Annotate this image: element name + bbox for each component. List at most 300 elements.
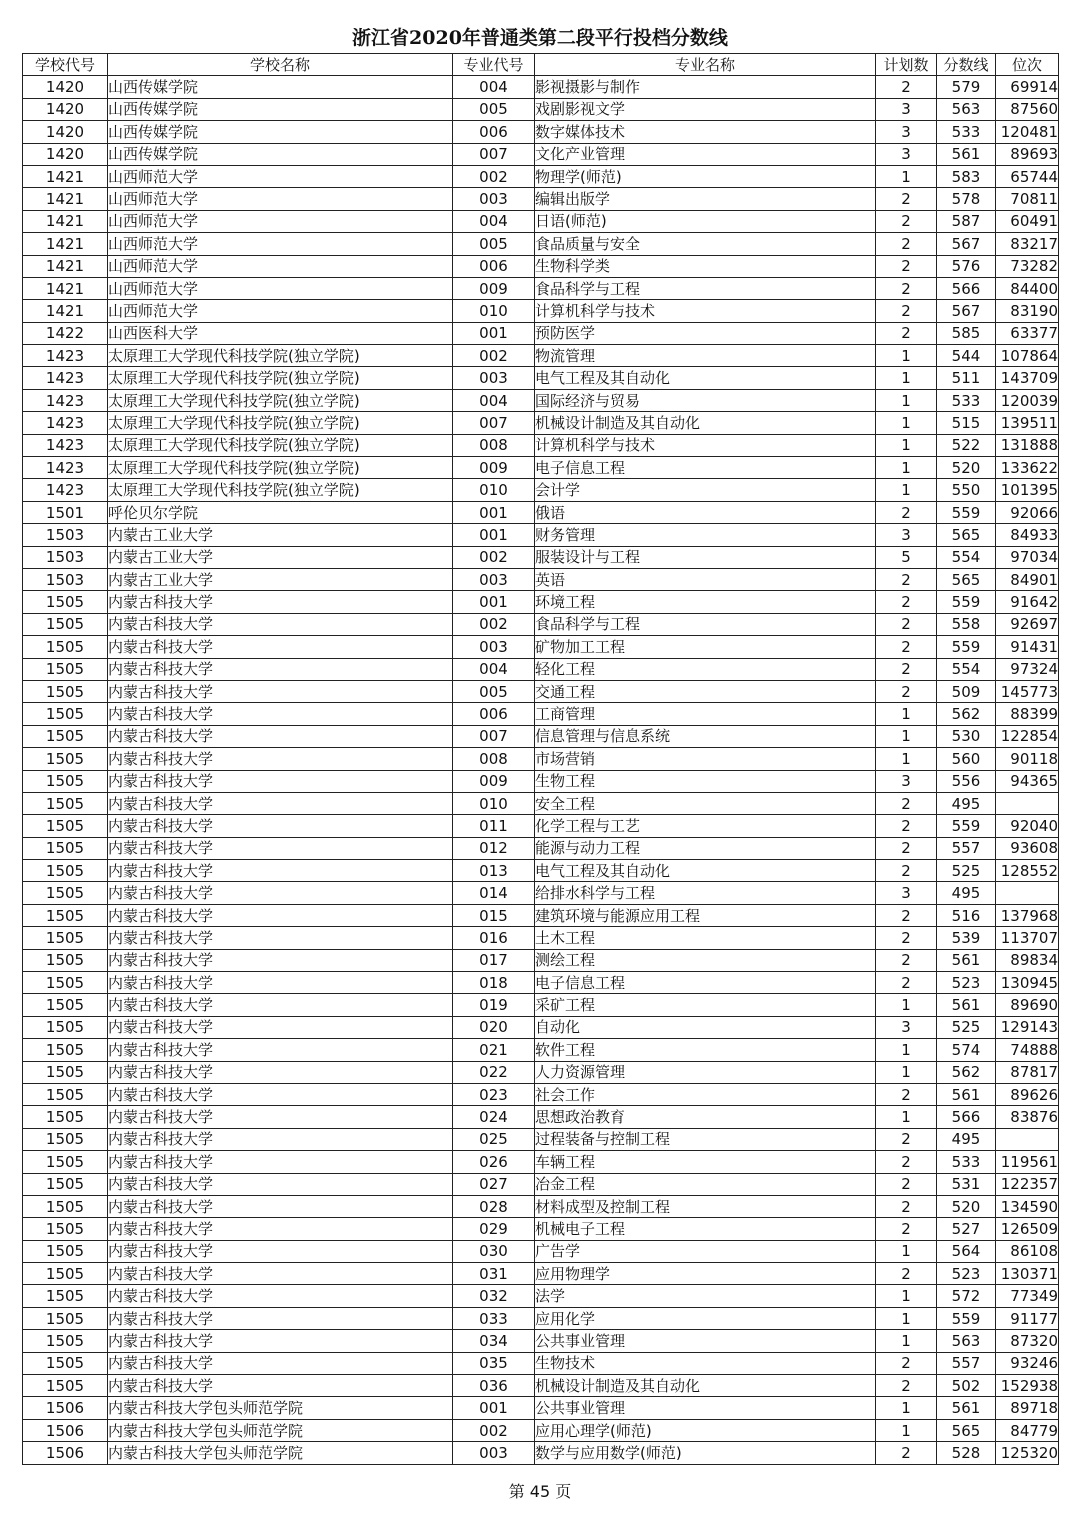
cell-plan-count: 2 [876,591,937,613]
cell-school-name: 内蒙古科技大学 [108,1330,453,1352]
cell-school-name: 内蒙古科技大学 [108,994,453,1016]
cell-major-code: 030 [453,1240,535,1262]
cell-major-name: 戏剧影视文学 [535,98,876,120]
cell-school-code: 1421 [23,188,108,210]
table-row [23,1375,1059,1397]
cell-school-name: 内蒙古科技大学 [108,1173,453,1195]
cell-major-code: 006 [453,121,535,143]
cell-major-code: 015 [453,904,535,926]
cell-school-code: 1505 [23,927,108,949]
cell-plan-count: 3 [876,98,937,120]
cell-major-code: 009 [453,277,535,299]
cell-score-line: 559 [937,1307,996,1329]
table-row [23,412,1059,434]
cell-score-line: 572 [937,1285,996,1307]
cell-plan-count: 1 [876,367,937,389]
table-row [23,1240,1059,1262]
cell-score-line: 576 [937,255,996,277]
cell-school-code: 1505 [23,1061,108,1083]
header-major-name: 专业名称 [535,54,876,76]
cell-plan-count: 1 [876,479,937,501]
cell-rank: 84933 [996,524,1059,546]
cell-score-line: 565 [937,524,996,546]
cell-score-line: 530 [937,725,996,747]
header-school-name: 学校名称 [108,54,453,76]
cell-rank: 130371 [996,1263,1059,1285]
header-major-code: 专业代号 [453,54,535,76]
cell-score-line: 563 [937,98,996,120]
cell-school-name: 山西传媒学院 [108,76,453,98]
cell-rank: 101395 [996,479,1059,501]
cell-score-line: 559 [937,591,996,613]
table-body [23,76,1059,1464]
cell-major-name: 数学与应用数学(师范) [535,1442,876,1464]
cell-school-name: 太原理工大学现代科技学院(独立学院) [108,345,453,367]
cell-plan-count: 2 [876,322,937,344]
cell-major-name: 数字媒体技术 [535,121,876,143]
cell-plan-count: 2 [876,1263,937,1285]
header-school-code: 学校代号 [23,54,108,76]
cell-major-name: 轻化工程 [535,658,876,680]
cell-rank: 86108 [996,1240,1059,1262]
cell-major-name: 电子信息工程 [535,457,876,479]
cell-school-code: 1505 [23,1352,108,1374]
cell-plan-count: 2 [876,613,937,635]
cell-major-name: 应用化学 [535,1307,876,1329]
cell-score-line: 561 [937,994,996,1016]
table-row [23,345,1059,367]
cell-major-name: 建筑环境与能源应用工程 [535,904,876,926]
cell-school-code: 1503 [23,546,108,568]
cell-rank: 87320 [996,1330,1059,1352]
cell-school-code: 1505 [23,1016,108,1038]
cell-school-name: 内蒙古工业大学 [108,546,453,568]
cell-plan-count: 1 [876,457,937,479]
cell-school-code: 1503 [23,524,108,546]
cell-major-code: 010 [453,300,535,322]
cell-major-code: 002 [453,345,535,367]
table-row [23,1442,1059,1464]
cell-major-code: 035 [453,1352,535,1374]
cell-score-line: 566 [937,1106,996,1128]
cell-school-code: 1421 [23,233,108,255]
cell-school-code: 1505 [23,1151,108,1173]
cell-plan-count: 1 [876,1419,937,1441]
cell-school-name: 太原理工大学现代科技学院(独立学院) [108,367,453,389]
cell-school-code: 1423 [23,412,108,434]
cell-plan-count: 1 [876,434,937,456]
cell-school-code: 1505 [23,1039,108,1061]
cell-major-code: 001 [453,524,535,546]
cell-major-code: 031 [453,1263,535,1285]
table-row [23,98,1059,120]
table-row [23,1419,1059,1441]
cell-major-code: 020 [453,1016,535,1038]
cell-school-code: 1501 [23,501,108,523]
cell-plan-count: 2 [876,255,937,277]
cell-major-code: 010 [453,792,535,814]
cell-school-code: 1505 [23,1128,108,1150]
cell-score-line: 583 [937,165,996,187]
cell-school-code: 1505 [23,591,108,613]
cell-major-code: 032 [453,1285,535,1307]
cell-major-code: 004 [453,210,535,232]
page-number: 第 45 页 [508,1482,572,1501]
cell-plan-count: 5 [876,546,937,568]
cell-major-code: 025 [453,1128,535,1150]
cell-plan-count: 2 [876,680,937,702]
table-row [23,1218,1059,1240]
cell-rank: 97034 [996,546,1059,568]
cell-major-code: 001 [453,1397,535,1419]
cell-score-line: 509 [937,680,996,702]
cell-school-name: 内蒙古科技大学 [108,1375,453,1397]
cell-school-name: 太原理工大学现代科技学院(独立学院) [108,412,453,434]
table-row [23,1061,1059,1083]
cell-plan-count: 2 [876,188,937,210]
cell-score-line: 560 [937,748,996,770]
cell-major-code: 024 [453,1106,535,1128]
cell-school-code: 1505 [23,748,108,770]
table-row [23,524,1059,546]
header-rank: 位次 [996,54,1059,76]
cell-major-code: 002 [453,546,535,568]
cell-rank: 89693 [996,143,1059,165]
cell-major-code: 002 [453,1419,535,1441]
cell-school-code: 1505 [23,1240,108,1262]
cell-major-code: 018 [453,972,535,994]
cell-major-name: 生物工程 [535,770,876,792]
table-row [23,972,1059,994]
cell-rank: 88399 [996,703,1059,725]
cell-score-line: 527 [937,1218,996,1240]
cell-rank: 122854 [996,725,1059,747]
table-row [23,1106,1059,1128]
cell-school-code: 1423 [23,434,108,456]
cell-score-line: 539 [937,927,996,949]
cell-rank: 69914 [996,76,1059,98]
cell-major-name: 物流管理 [535,345,876,367]
cell-plan-count: 2 [876,972,937,994]
cell-rank: 91642 [996,591,1059,613]
cell-major-code: 022 [453,1061,535,1083]
cell-school-name: 内蒙古工业大学 [108,568,453,590]
cell-school-name: 内蒙古科技大学 [108,1240,453,1262]
cell-major-code: 013 [453,860,535,882]
cell-school-code: 1423 [23,457,108,479]
cell-major-name: 服装设计与工程 [535,546,876,568]
cell-score-line: 528 [937,1442,996,1464]
cell-major-code: 005 [453,233,535,255]
cell-school-name: 内蒙古科技大学 [108,1195,453,1217]
table-row [23,210,1059,232]
cell-school-code: 1505 [23,949,108,971]
cell-school-code: 1420 [23,98,108,120]
cell-major-name: 电气工程及其自动化 [535,860,876,882]
cell-plan-count: 2 [876,636,937,658]
cell-school-code: 1420 [23,76,108,98]
table-row [23,837,1059,859]
cell-major-name: 电气工程及其自动化 [535,367,876,389]
cell-score-line: 585 [937,322,996,344]
cell-plan-count: 3 [876,143,937,165]
cell-major-code: 006 [453,255,535,277]
cell-rank: 93608 [996,837,1059,859]
cell-major-name: 自动化 [535,1016,876,1038]
cell-score-line: 574 [937,1039,996,1061]
cell-score-line: 562 [937,1061,996,1083]
table-row [23,1263,1059,1285]
cell-score-line: 511 [937,367,996,389]
table-row [23,479,1059,501]
cell-plan-count: 2 [876,860,937,882]
cell-plan-count: 2 [876,904,937,926]
cell-rank: 145773 [996,680,1059,702]
cell-plan-count: 1 [876,1397,937,1419]
table-row [23,546,1059,568]
cell-major-name: 食品科学与工程 [535,613,876,635]
cell-major-name: 预防医学 [535,322,876,344]
cell-major-name: 应用心理学(师范) [535,1419,876,1441]
cell-major-name: 信息管理与信息系统 [535,725,876,747]
table-row [23,927,1059,949]
cell-school-code: 1423 [23,345,108,367]
cell-rank: 126509 [996,1218,1059,1240]
cell-school-code: 1421 [23,277,108,299]
table-row [23,188,1059,210]
cell-rank: 134590 [996,1195,1059,1217]
cell-major-name: 财务管理 [535,524,876,546]
cell-major-name: 车辆工程 [535,1151,876,1173]
cell-major-name: 能源与动力工程 [535,837,876,859]
table-row [23,613,1059,635]
cell-school-name: 山西师范大学 [108,233,453,255]
cell-plan-count: 1 [876,389,937,411]
cell-rank: 87817 [996,1061,1059,1083]
cell-school-code: 1505 [23,994,108,1016]
cell-school-code: 1505 [23,658,108,680]
cell-school-code: 1505 [23,972,108,994]
cell-school-name: 内蒙古科技大学包头师范学院 [108,1397,453,1419]
cell-major-code: 008 [453,434,535,456]
cell-plan-count: 2 [876,815,937,837]
cell-school-name: 内蒙古科技大学包头师范学院 [108,1442,453,1464]
cell-rank: 143709 [996,367,1059,389]
cell-rank: 70811 [996,188,1059,210]
cell-major-name: 会计学 [535,479,876,501]
table-row [23,121,1059,143]
cell-major-name: 化学工程与工艺 [535,815,876,837]
cell-school-code: 1505 [23,815,108,837]
cell-plan-count: 2 [876,300,937,322]
cell-major-code: 023 [453,1083,535,1105]
table-row [23,1352,1059,1374]
cell-rank: 89626 [996,1083,1059,1105]
table-row [23,1128,1059,1150]
cell-score-line: 515 [937,412,996,434]
cell-major-name: 广告学 [535,1240,876,1262]
cell-major-name: 日语(师范) [535,210,876,232]
cell-school-name: 内蒙古科技大学 [108,792,453,814]
cell-major-name: 生物技术 [535,1352,876,1374]
cell-school-name: 内蒙古科技大学 [108,703,453,725]
table-row [23,568,1059,590]
table-row [23,1285,1059,1307]
cell-plan-count: 2 [876,210,937,232]
cell-school-code: 1505 [23,1218,108,1240]
cell-major-code: 007 [453,725,535,747]
cell-score-line: 565 [937,568,996,590]
table-row [23,725,1059,747]
cell-school-code: 1505 [23,1263,108,1285]
cell-school-name: 山西师范大学 [108,277,453,299]
cell-major-name: 影视摄影与制作 [535,76,876,98]
cell-plan-count: 1 [876,1330,937,1352]
table-row [23,815,1059,837]
cell-major-name: 应用物理学 [535,1263,876,1285]
cell-major-name: 英语 [535,568,876,590]
cell-major-name: 机械设计制造及其自动化 [535,412,876,434]
cell-rank: 92040 [996,815,1059,837]
cell-school-code: 1505 [23,1375,108,1397]
table-row [23,1039,1059,1061]
table-row [23,658,1059,680]
cell-score-line: 533 [937,1151,996,1173]
cell-score-line: 561 [937,1397,996,1419]
cell-school-code: 1505 [23,636,108,658]
cell-major-code: 009 [453,770,535,792]
cell-rank: 83217 [996,233,1059,255]
cell-school-name: 内蒙古科技大学 [108,1106,453,1128]
cell-plan-count: 2 [876,1352,937,1374]
cell-school-code: 1505 [23,1195,108,1217]
cell-major-code: 016 [453,927,535,949]
cell-major-name: 测绘工程 [535,949,876,971]
cell-plan-count: 2 [876,1218,937,1240]
cell-school-code: 1423 [23,389,108,411]
cell-score-line: 562 [937,703,996,725]
cell-plan-count: 2 [876,1128,937,1150]
cell-school-code: 1505 [23,904,108,926]
cell-school-name: 内蒙古科技大学 [108,658,453,680]
cell-major-name: 国际经济与贸易 [535,389,876,411]
cell-rank: 125320 [996,1442,1059,1464]
cell-school-code: 1505 [23,725,108,747]
cell-major-code: 007 [453,412,535,434]
cell-school-code: 1505 [23,860,108,882]
cell-plan-count: 1 [876,165,937,187]
cell-major-name: 电子信息工程 [535,972,876,994]
cell-school-name: 山西师范大学 [108,255,453,277]
table-row [23,1397,1059,1419]
cell-major-code: 003 [453,568,535,590]
cell-major-name: 市场营销 [535,748,876,770]
cell-school-name: 太原理工大学现代科技学院(独立学院) [108,479,453,501]
cell-school-code: 1423 [23,479,108,501]
cell-plan-count: 2 [876,1083,937,1105]
table-row [23,389,1059,411]
cell-major-name: 机械电子工程 [535,1218,876,1240]
cell-major-code: 027 [453,1173,535,1195]
cell-school-name: 太原理工大学现代科技学院(独立学院) [108,434,453,456]
cell-school-name: 内蒙古科技大学 [108,927,453,949]
cell-rank: 89690 [996,994,1059,1016]
table-row [23,792,1059,814]
cell-major-code: 003 [453,188,535,210]
cell-score-line: 561 [937,949,996,971]
cell-rank [996,792,1059,814]
cell-rank: 120481 [996,121,1059,143]
cell-school-name: 内蒙古科技大学 [108,815,453,837]
cell-school-name: 内蒙古科技大学 [108,1285,453,1307]
cell-major-code: 026 [453,1151,535,1173]
cell-school-code: 1505 [23,1307,108,1329]
cell-school-code: 1505 [23,703,108,725]
cell-plan-count: 2 [876,792,937,814]
cell-plan-count: 3 [876,1016,937,1038]
cell-plan-count: 2 [876,76,937,98]
table-row [23,367,1059,389]
cell-major-code: 005 [453,680,535,702]
cell-score-line: 587 [937,210,996,232]
cell-major-code: 029 [453,1218,535,1240]
cell-score-line: 561 [937,1083,996,1105]
cell-plan-count: 2 [876,568,937,590]
cell-major-code: 005 [453,98,535,120]
cell-school-code: 1505 [23,1173,108,1195]
cell-rank: 120039 [996,389,1059,411]
cell-score-line: 495 [937,882,996,904]
cell-score-line: 523 [937,972,996,994]
table-row [23,434,1059,456]
cell-major-name: 过程装备与控制工程 [535,1128,876,1150]
cell-major-name: 公共事业管理 [535,1330,876,1352]
cell-rank: 94365 [996,770,1059,792]
cell-major-name: 法学 [535,1285,876,1307]
cell-school-name: 山西医科大学 [108,322,453,344]
cell-major-code: 014 [453,882,535,904]
cell-school-name: 山西师范大学 [108,300,453,322]
cell-major-code: 011 [453,815,535,837]
cell-plan-count: 1 [876,703,937,725]
table-row [23,1173,1059,1195]
cell-school-name: 山西师范大学 [108,210,453,232]
table-row [23,1083,1059,1105]
cell-plan-count: 1 [876,725,937,747]
cell-major-name: 编辑出版学 [535,188,876,210]
cell-school-name: 内蒙古科技大学 [108,860,453,882]
table-row [23,255,1059,277]
cell-score-line: 520 [937,457,996,479]
cell-plan-count: 1 [876,345,937,367]
table-row [23,770,1059,792]
cell-plan-count: 3 [876,882,937,904]
cell-rank: 122357 [996,1173,1059,1195]
cell-score-line: 564 [937,1240,996,1262]
cell-major-name: 安全工程 [535,792,876,814]
cell-school-name: 内蒙古科技大学 [108,680,453,702]
table-row [23,703,1059,725]
cell-plan-count: 2 [876,837,937,859]
cell-rank: 84779 [996,1419,1059,1441]
table-row [23,457,1059,479]
cell-rank: 63377 [996,322,1059,344]
cell-rank: 128552 [996,860,1059,882]
cell-rank: 83876 [996,1106,1059,1128]
cell-school-name: 内蒙古科技大学 [108,1218,453,1240]
cell-plan-count: 2 [876,949,937,971]
cell-school-code: 1505 [23,837,108,859]
